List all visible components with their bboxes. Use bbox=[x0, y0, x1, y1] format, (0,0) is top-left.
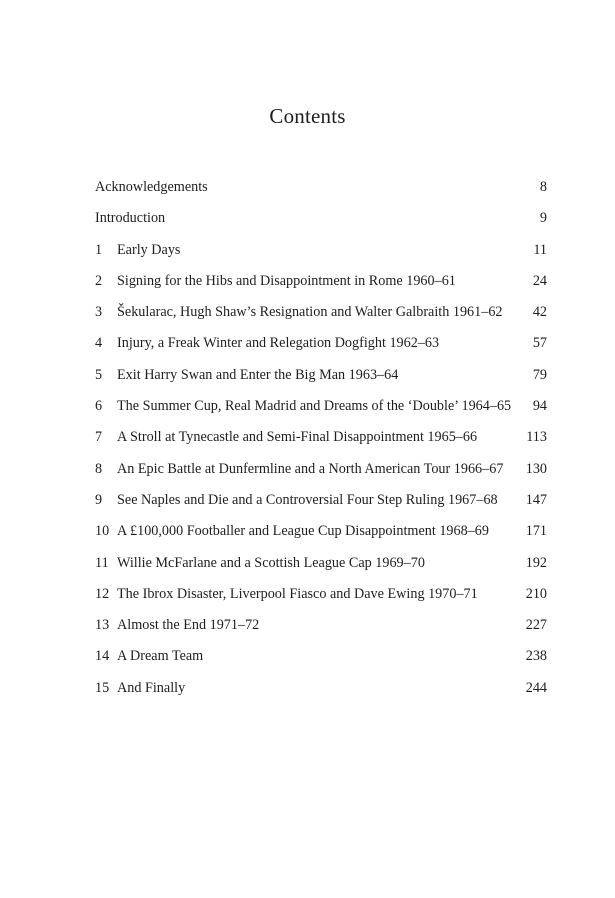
toc-entry-page: 238 bbox=[525, 648, 547, 665]
toc-entry-title: Early Days bbox=[117, 241, 181, 258]
toc-entry-number: 9 bbox=[95, 491, 103, 508]
toc-entry-title: An Epic Battle at Dunfermline and a North American Tour 1966–67 bbox=[117, 460, 504, 477]
toc-entry-page: 42 bbox=[532, 304, 547, 321]
toc-entry-number: 1 bbox=[95, 241, 103, 258]
toc-entry-chapter-11[interactable] bbox=[95, 551, 547, 582]
toc-entry-chapter-3[interactable] bbox=[95, 300, 547, 331]
toc-entry-chapter-10[interactable] bbox=[95, 519, 547, 550]
toc-entry-title: A Stroll at Tynecastle and Semi-Final Disappointment 1965–66 bbox=[117, 429, 478, 446]
toc-entry-page: 192 bbox=[525, 554, 547, 571]
toc-entry-number: 3 bbox=[95, 304, 103, 321]
toc-entry-number: 8 bbox=[95, 460, 103, 477]
toc-entry-title: Acknowledgements bbox=[95, 179, 208, 195]
toc-entry-page: 244 bbox=[525, 679, 547, 696]
toc-entry-chapter-14[interactable] bbox=[95, 644, 547, 675]
toc-entry-title: The Summer Cup, Real Madrid and Dreams of the ‘Double’ 1964–65 bbox=[117, 398, 512, 415]
toc-entry-page: 8 bbox=[539, 179, 547, 195]
toc-entry-number: 13 bbox=[95, 617, 110, 634]
toc-entry-number: 6 bbox=[95, 398, 103, 415]
toc-entry-title: A £100,000 Footballer and League Cup Disappointment 1968–69 bbox=[117, 523, 489, 540]
toc-entry-number: 2 bbox=[95, 272, 103, 289]
toc-entry-page: 227 bbox=[525, 617, 547, 634]
toc-entry-chapter-1[interactable] bbox=[95, 238, 547, 269]
toc-entry-chapter-4[interactable] bbox=[95, 331, 547, 362]
toc-entry-page: 113 bbox=[526, 429, 547, 446]
toc-entry-page: 57 bbox=[532, 335, 547, 352]
toc-entry-chapter-9[interactable] bbox=[95, 488, 547, 519]
toc-entry-title: And Finally bbox=[117, 679, 186, 696]
toc-entry-page: 9 bbox=[539, 210, 547, 227]
toc-entry-number: 5 bbox=[95, 366, 103, 383]
toc-entry-chapter-7[interactable] bbox=[95, 425, 547, 456]
toc-entry-title: Signing for the Hibs and Disappointment in Rome 1960–61 bbox=[117, 272, 456, 289]
toc-entry-number: 12 bbox=[95, 585, 110, 602]
toc-entry-number: 7 bbox=[95, 429, 103, 446]
toc-entry-acknowledgements[interactable] bbox=[95, 175, 547, 206]
toc-entry-page: 147 bbox=[525, 491, 547, 508]
toc-entry-number: 4 bbox=[95, 335, 103, 352]
toc-entry-page: 11 bbox=[533, 241, 547, 258]
toc-entry-page: 79 bbox=[532, 366, 547, 383]
toc-entry-page: 130 bbox=[525, 460, 547, 477]
toc-entry-introduction[interactable] bbox=[95, 206, 547, 237]
toc-entry-chapter-12[interactable] bbox=[95, 582, 547, 613]
toc-entry-chapter-5[interactable] bbox=[95, 363, 547, 394]
toc-entry-chapter-13[interactable] bbox=[95, 613, 547, 644]
toc-entry-page: 24 bbox=[532, 272, 547, 289]
toc-entry-title: See Naples and Die and a Controversial Four Step Ruling 1967–68 bbox=[117, 491, 498, 508]
toc-entry-number: 14 bbox=[95, 648, 110, 665]
toc-entry-chapter-2[interactable] bbox=[95, 269, 547, 300]
toc-entry-title: Exit Harry Swan and Enter the Big Man 1963–64 bbox=[117, 366, 399, 383]
toc-entry-page: 171 bbox=[525, 523, 547, 540]
toc-entry-number: 11 bbox=[95, 554, 109, 571]
toc-entry-number: 15 bbox=[95, 679, 110, 696]
toc-entry-page: 94 bbox=[532, 398, 547, 415]
page-title: Contents bbox=[269, 104, 346, 128]
table-of-contents bbox=[95, 175, 547, 707]
toc-entry-title: Willie McFarlane and a Scottish League Cap 1969–70 bbox=[117, 554, 425, 571]
toc-entry-chapter-6[interactable] bbox=[95, 394, 547, 425]
toc-entry-title: Injury, a Freak Winter and Relegation Dogfight 1962–63 bbox=[117, 335, 440, 352]
toc-entry-page: 210 bbox=[525, 585, 547, 602]
toc-entry-title: The Ibrox Disaster, Liverpool Fiasco and Dave Ewing 1970–71 bbox=[117, 585, 478, 602]
toc-entry-title: A Dream Team bbox=[117, 648, 204, 665]
toc-entry-title: Introduction bbox=[95, 210, 166, 227]
toc-entry-title: Almost the End 1971–72 bbox=[117, 617, 260, 634]
toc-entry-chapter-8[interactable] bbox=[95, 457, 547, 488]
toc-entry-title: Šekularac, Hugh Shaw’s Resignation and Walter Galbraith 1961–62 bbox=[117, 304, 503, 321]
toc-entry-number: 10 bbox=[95, 523, 110, 540]
toc-entry-chapter-15[interactable] bbox=[95, 676, 547, 707]
